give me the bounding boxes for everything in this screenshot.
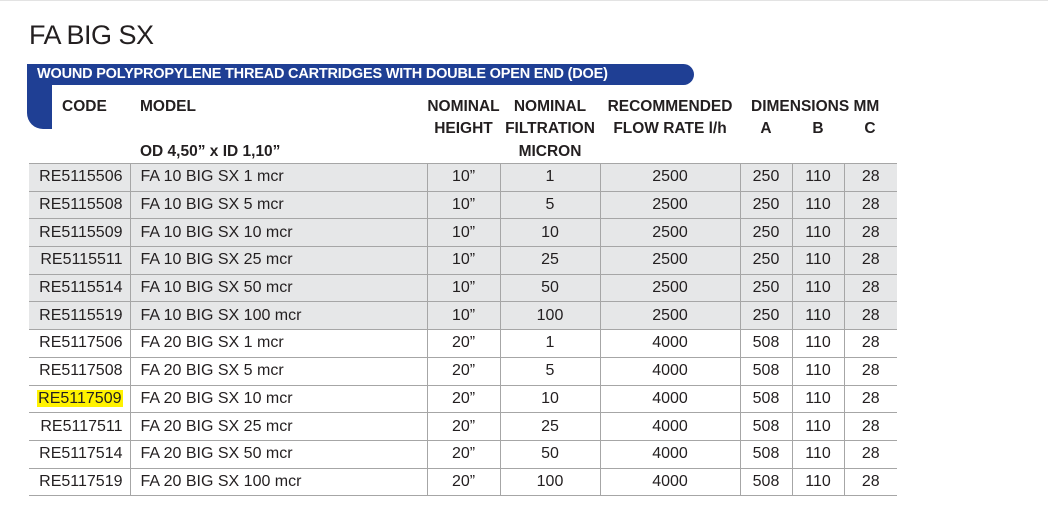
cell-dim-c: 28	[844, 357, 897, 385]
table-row	[29, 274, 897, 302]
page-title: FA BIG SX	[29, 20, 154, 50]
cell-dim-b: 110	[792, 219, 844, 247]
cell-model: FA 20 BIG SX 10 mcr	[130, 385, 427, 413]
cell-model: FA 10 BIG SX 50 mcr	[130, 274, 427, 302]
cell-height: 10”	[427, 302, 500, 330]
cell-dim-a: 508	[740, 468, 792, 496]
cell-micron: 100	[500, 468, 600, 496]
cell-flow-rate: 2500	[600, 164, 740, 192]
header-flow-line2: FLOW RATE l/h	[613, 120, 727, 137]
cell-flow-rate: 4000	[600, 440, 740, 468]
cell-micron: 5	[500, 357, 600, 385]
cell-height: 10”	[427, 247, 500, 275]
cell-micron: 25	[500, 413, 600, 441]
cell-flow-rate: 2500	[600, 191, 740, 219]
cell-micron: 100	[500, 302, 600, 330]
cell-dim-c: 28	[844, 330, 897, 358]
cell-dim-b: 110	[792, 357, 844, 385]
table-row	[29, 191, 897, 219]
cell-micron: 25	[500, 247, 600, 275]
cell-model: FA 20 BIG SX 1 mcr	[130, 330, 427, 358]
cell-code: RE5117511	[29, 413, 130, 441]
cell-height: 20”	[427, 330, 500, 358]
header-code: CODE	[62, 98, 107, 115]
cell-code: RE5117508	[29, 357, 130, 385]
cell-code	[29, 385, 130, 413]
cell-micron: 10	[500, 385, 600, 413]
cell-dim-a: 250	[740, 191, 792, 219]
cell-dim-a: 250	[740, 219, 792, 247]
cell-model: FA 20 BIG SX 25 mcr	[130, 413, 427, 441]
cell-height: 20”	[427, 413, 500, 441]
cell-dim-a: 508	[740, 440, 792, 468]
cell-dim-c: 28	[844, 413, 897, 441]
cell-code: RE5115514	[29, 274, 130, 302]
table-row	[29, 302, 897, 330]
cell-dim-b: 110	[792, 468, 844, 496]
highlighted-code: RE5117509	[38, 389, 122, 407]
cell-flow-rate: 4000	[600, 330, 740, 358]
cell-code: RE5115519	[29, 302, 130, 330]
cell-dim-b: 110	[792, 274, 844, 302]
cell-height: 20”	[427, 440, 500, 468]
cell-dim-b: 110	[792, 191, 844, 219]
cell-dim-b: 110	[792, 440, 844, 468]
cell-code: RE5115508	[29, 191, 130, 219]
cell-dim-c: 28	[844, 302, 897, 330]
cell-flow-rate: 4000	[600, 468, 740, 496]
cell-height: 20”	[427, 357, 500, 385]
cell-height: 10”	[427, 164, 500, 192]
table-row	[29, 219, 897, 247]
header-dimensions: DIMENSIONS MM	[751, 98, 880, 115]
header-filtration-line2: FILTRATION	[505, 120, 595, 137]
cell-dim-c: 28	[844, 164, 897, 192]
product-table-body	[29, 164, 897, 496]
cell-micron: 5	[500, 191, 600, 219]
banner-text: WOUND POLYPROPYLENE THREAD CARTRIDGES WITH DOUBLE OPEN END (DOE)	[37, 66, 608, 82]
top-rule	[0, 0, 1048, 1]
table-row	[29, 440, 897, 468]
cell-dim-b: 110	[792, 247, 844, 275]
cell-model: FA 20 BIG SX 5 mcr	[130, 357, 427, 385]
cell-dim-a: 250	[740, 164, 792, 192]
header-model: MODEL	[140, 98, 196, 115]
cell-dim-b: 110	[792, 330, 844, 358]
cell-dim-c: 28	[844, 247, 897, 275]
cell-height: 10”	[427, 274, 500, 302]
cell-flow-rate: 4000	[600, 413, 740, 441]
cell-height: 10”	[427, 191, 500, 219]
cell-height: 20”	[427, 385, 500, 413]
cell-dim-a: 508	[740, 330, 792, 358]
cell-code: RE5117519	[29, 468, 130, 496]
cell-flow-rate: 2500	[600, 247, 740, 275]
cell-dim-a: 250	[740, 247, 792, 275]
header-dim-b: B	[812, 120, 824, 137]
cell-height: 10”	[427, 219, 500, 247]
cell-dim-a: 508	[740, 413, 792, 441]
cell-dim-a: 508	[740, 357, 792, 385]
header-height-line2: HEIGHT	[434, 120, 493, 137]
table-row	[29, 330, 897, 358]
header-flow-line1: RECOMMENDED	[607, 98, 733, 115]
cell-micron: 50	[500, 274, 600, 302]
cell-dim-c: 28	[844, 219, 897, 247]
cell-micron: 10	[500, 219, 600, 247]
table-row	[29, 247, 897, 275]
table-row	[29, 468, 897, 496]
cell-dim-a: 250	[740, 302, 792, 330]
cell-dim-b: 110	[792, 413, 844, 441]
cell-micron: 50	[500, 440, 600, 468]
cell-dim-c: 28	[844, 468, 897, 496]
cell-dim-c: 28	[844, 274, 897, 302]
cell-flow-rate: 2500	[600, 302, 740, 330]
cell-flow-rate: 2500	[600, 274, 740, 302]
cell-code: RE5115509	[29, 219, 130, 247]
cell-model: FA 10 BIG SX 100 mcr	[130, 302, 427, 330]
header-model-sub: OD 4,50” x ID 1,10”	[140, 143, 281, 160]
cell-flow-rate: 4000	[600, 357, 740, 385]
cell-dim-a: 250	[740, 274, 792, 302]
table-row	[29, 357, 897, 385]
cell-dim-a: 508	[740, 385, 792, 413]
cell-model: FA 10 BIG SX 5 mcr	[130, 191, 427, 219]
cell-model: FA 20 BIG SX 100 mcr	[130, 468, 427, 496]
table-row	[29, 413, 897, 441]
cell-dim-b: 110	[792, 385, 844, 413]
cell-dim-c: 28	[844, 191, 897, 219]
cell-height: 20”	[427, 468, 500, 496]
cell-micron: 1	[500, 330, 600, 358]
table-row	[29, 385, 897, 413]
cell-model: FA 10 BIG SX 1 mcr	[130, 164, 427, 192]
product-table	[29, 163, 897, 496]
header-dim-c: C	[864, 120, 876, 137]
cell-code: RE5115511	[29, 247, 130, 275]
cell-code: RE5115506	[29, 164, 130, 192]
header-dim-a: A	[760, 120, 772, 137]
cell-model: FA 20 BIG SX 50 mcr	[130, 440, 427, 468]
cell-dim-c: 28	[844, 440, 897, 468]
cell-micron: 1	[500, 164, 600, 192]
cell-model: FA 10 BIG SX 25 mcr	[130, 247, 427, 275]
cell-dim-b: 110	[792, 164, 844, 192]
cell-dim-b: 110	[792, 302, 844, 330]
cell-flow-rate: 2500	[600, 219, 740, 247]
header-height-line1: NOMINAL	[427, 98, 500, 115]
header-filtration-line3: MICRON	[518, 143, 582, 160]
cell-code: RE5117514	[29, 440, 130, 468]
header-filtration-line1: NOMINAL	[513, 98, 587, 115]
cell-code: RE5117506	[29, 330, 130, 358]
cell-dim-c: 28	[844, 385, 897, 413]
table-row	[29, 164, 897, 192]
cell-model: FA 10 BIG SX 10 mcr	[130, 219, 427, 247]
cell-flow-rate: 4000	[600, 385, 740, 413]
